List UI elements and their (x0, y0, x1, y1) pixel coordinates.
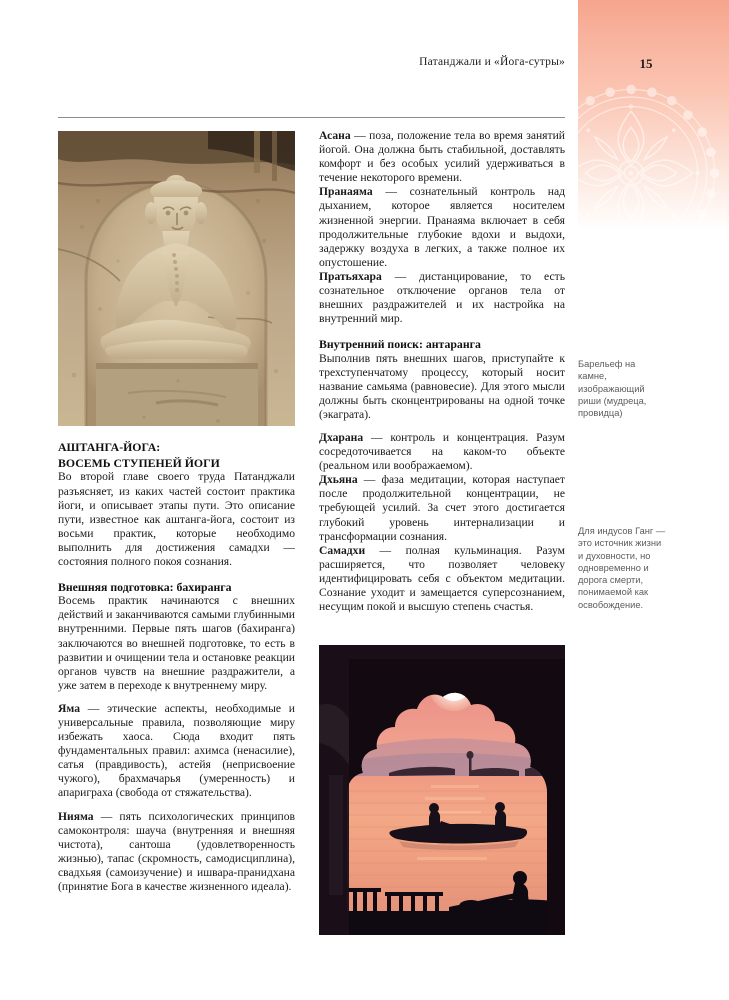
asana-paragraph (319, 129, 565, 185)
dharana-paragraph (319, 431, 565, 473)
section-heading-line1: АШТАНГА-ЙОГА: (58, 440, 161, 454)
sidenote-ganges-text: Для индусов Ганг — это источник жизни и духовности, но одновременно и дорога смерти, понимаемой как освобождение. (578, 526, 666, 610)
samadhi-term: Самадхи (319, 543, 366, 557)
sidenote-relief-text: Барельеф на камне, изображающий риши (мудреца, провидца) (578, 359, 647, 419)
pratyahara-text: — дистанцирование, то есть сознательное отключение органов тела от внешних раздражителей и их настройка на внутренний мир. (319, 269, 565, 326)
sidenote-relief (578, 358, 666, 419)
dhyana-text: — фаза медитации, которая наступает после продолжительной концентрации, не требующей усилий. За счет этого достигается глубокий уровень интернализации и трансформации сознания. (319, 473, 565, 543)
niyama-text: — пять психологических принципов самоконтроля: шауча (внутренняя и внешняя чистота), сантоша (удовлетворенность жизнью), тапас (скромность, самодисциплина), свадхьяя (самоизучение) и ишвара-пранидхана (принятие Бога в качестве жизненного идеала). (58, 809, 295, 894)
pranayama-term: Пранаяма (319, 185, 373, 199)
ganges-sunrise-illustration (319, 645, 565, 935)
dhyana-term: Дхьяна (319, 473, 358, 487)
sidenote-ganges (578, 525, 666, 611)
yama-text: — этические аспекты, необходимые и универсальные правила, позволяющие миру избежать хаоса. Сюда входит пять фундаментальных правил: ахимса (ненасилие), сатья (правдивость), астейя (неприсвоение чужого), брахмачарья (умеренность) и апариграха (свобода от стяжательства). (58, 701, 295, 800)
pratyahara-paragraph (319, 270, 565, 326)
intro-paragraph: Во второй главе своего труда Патанджали разъясняет, из каких частей состоит практика йоги, и описывает этапы пути. Это описание пути, известное как аштанга-йога, состоит из восьми практик, которые необходимо выполнить для достижения самадхи — состояния полного покоя сознания. (58, 470, 295, 568)
header-divider (58, 117, 565, 118)
dharana-term: Дхарана (319, 430, 364, 444)
mandala-ornament-icon (578, 78, 726, 230)
asana-term: Асана (319, 129, 351, 142)
samadhi-paragraph (319, 544, 565, 614)
pranayama-text: — сознательный контроль над дыханием, которое является носителем жизненной энергии. Пранаяма включает в себя продолжительные глубокие вдохи и выдохи, задержку воздуха в легких, а также полное их опустошение. (319, 185, 565, 269)
stone-relief-photo (58, 131, 295, 426)
niyama-paragraph (58, 810, 295, 895)
section-heading-line2: ВОСЕМЬ СТУПЕНЕЙ ЙОГИ (58, 456, 220, 471)
running-head: Патанджали и «Йога-сутры» (419, 56, 565, 68)
bahiranga-paragraph: Восемь практик начинаются с внешних действий и заканчиваются самыми глубинными внутренними. Первые пять шагов (бахиранга) заключаются во внешней подготовке, то есть в развитии и очищении тела и остановке реакции органов чувств на внешние раздражители, а уже затем в переходе к внутреннему миру. (58, 594, 295, 692)
samadhi-text: — полная кульминация. Разум расширяется, что позволяет человеку идентифицировать себя с объектом медитации. Сознание уходит и замещается суперсознанием, несущим покой и высшую степень счастья. (319, 543, 565, 614)
asana-text: — поза, положение тела во время занятий йогой. Она должна быть стабильной, доставлять комфорт и без особых усилий удерживаться в течение некоторого времени. (319, 129, 565, 185)
ganges-sunrise-photo (319, 645, 565, 935)
pratyahara-term: Пратьяхара (319, 269, 382, 283)
decorative-gradient-band (578, 0, 729, 230)
pranayama-paragraph (319, 185, 565, 270)
niyama-term: Нияма (58, 809, 94, 823)
subheading-antaranga: Внутренний поиск: антаранга (319, 337, 481, 352)
dharana-text: — контроль и концентрация. Разум сосредоточивается на каком-то объекте (реальном или воображаемом). (319, 430, 565, 473)
yama-paragraph (58, 702, 295, 801)
yama-term: Яма (58, 701, 80, 715)
antaranga-paragraph: Выполнив пять внешних шагов, приступайте к трехступенчатому процессу, который носит название самьяма (равновесие). Для этого мысли должны быть сконцентрированы на одной точке (экаграта). (319, 351, 565, 421)
page-number: 15 (639, 56, 653, 71)
left-column (58, 131, 295, 894)
stone-relief-illustration (58, 131, 295, 426)
subheading-bahiranga: Внешняя подготовка: бахиранга (58, 580, 232, 595)
dhyana-paragraph (319, 473, 565, 543)
middle-column (319, 129, 565, 614)
